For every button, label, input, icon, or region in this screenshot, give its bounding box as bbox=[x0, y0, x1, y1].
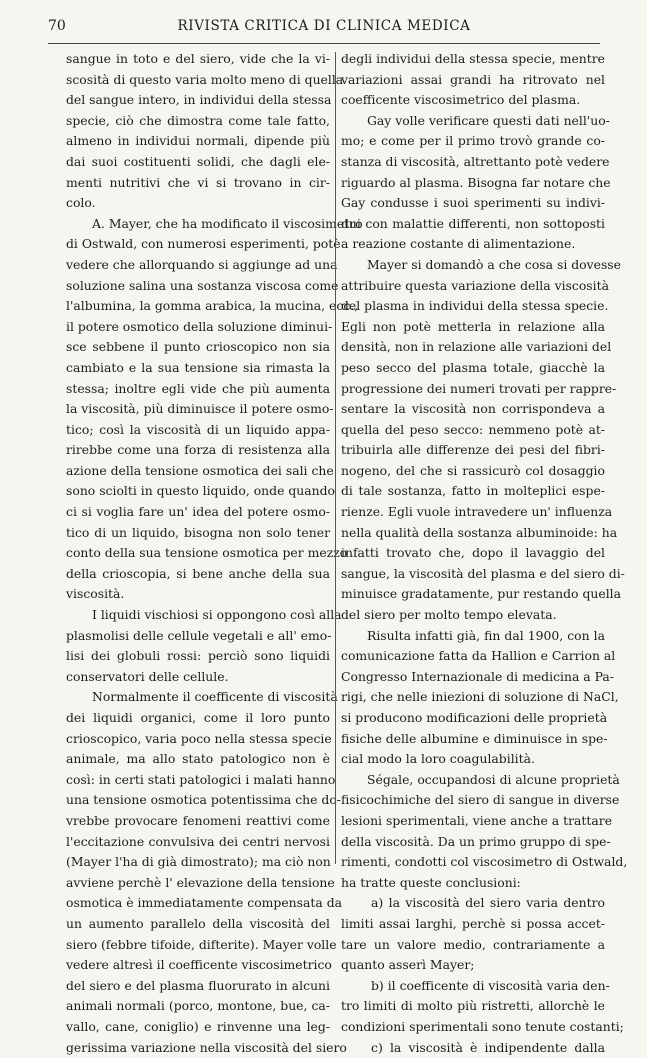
text-line: animali normali (porco, montone, bue, ca- bbox=[66, 996, 330, 1017]
text-line: (Mayer l'ha di già dimostrato); ma ciò non bbox=[66, 852, 330, 873]
text-line: rirebbe come una forza di resistenza alla bbox=[66, 440, 330, 461]
text-line: colo. bbox=[66, 193, 330, 214]
text-line: I liquidi vischiosi si oppongono così alla bbox=[66, 605, 330, 626]
text-line: dai suoi costituenti solidi, che dagli ele- bbox=[66, 152, 330, 173]
text-line: stessa; inoltre egli vide che più aumenta bbox=[66, 379, 330, 400]
text-line: sangue in toto e del siero, vide che la vi- bbox=[66, 49, 330, 70]
text-line: nogeno, del che si rassicurò col dosaggio bbox=[341, 461, 605, 482]
text-line: progressione dei numeri trovati per rappre- bbox=[341, 379, 605, 400]
text-line: mo; e come per il primo trovò grande co- bbox=[341, 131, 605, 152]
text-line: soluzione salina una sostanza viscosa come bbox=[66, 276, 330, 297]
text-line: scosità di questo varia molto meno di quella bbox=[66, 70, 330, 91]
text-line: tico di un liquido, bisogna non solo tener bbox=[66, 523, 330, 544]
text-line: limiti assai larghi, perchè si possa accet- bbox=[341, 914, 605, 935]
text-line: un aumento parallelo della viscosità del bbox=[66, 914, 330, 935]
text-line: Risulta infatti già, fin dal 1900, con la bbox=[341, 626, 605, 647]
left-column bbox=[66, 49, 330, 1058]
page-number: 70 bbox=[48, 18, 66, 34]
text-line: una tensione osmotica potentissima che do- bbox=[66, 790, 330, 811]
text-line: Ségale, occupandosi di alcune proprietà bbox=[341, 770, 605, 791]
text-line: c) la viscosità è indipendente dalla bbox=[341, 1038, 605, 1058]
text-line: così: in certi stati patologici i malati hanno bbox=[66, 770, 330, 791]
text-line: sono sciolti in questo liquido, onde quando bbox=[66, 481, 330, 502]
text-line: a) la viscosità del siero varia dentro bbox=[341, 893, 605, 914]
text-line: tico; così la viscosità di un liquido appa- bbox=[66, 420, 330, 441]
text-line: il potere osmotico della soluzione diminui- bbox=[66, 317, 330, 338]
text-line: Mayer si domandò a che cosa si dovesse bbox=[341, 255, 605, 276]
text-line: quanto asserì Mayer; bbox=[341, 955, 605, 976]
text-line: viscosità. bbox=[66, 584, 330, 605]
text-line: peso secco del plasma totale, giacchè la bbox=[341, 358, 605, 379]
text-line: minuisce gradatamente, pur restando quella bbox=[341, 584, 605, 605]
text-line: fisicochimiche del siero di sangue in diverse bbox=[341, 790, 605, 811]
text-line: b) il coefficente di viscosità varia den- bbox=[341, 976, 605, 997]
text-line: vrebbe provocare fenomeni reattivi come bbox=[66, 811, 330, 832]
text-line: la viscosità, più diminuisce il potere osmo- bbox=[66, 399, 330, 420]
text-line: della viscosità. Da un primo gruppo di spe- bbox=[341, 832, 605, 853]
text-line: rigi, che nelle iniezioni di soluzione di NaCl, bbox=[341, 687, 605, 708]
text-line: Gay volle verificare questi dati nell'uo- bbox=[341, 111, 605, 132]
text-line: degli individui della stessa specie, mentre bbox=[341, 49, 605, 70]
text-line: variazioni assai grandi ha ritrovato nel bbox=[341, 70, 605, 91]
header-rule bbox=[48, 43, 600, 44]
text-line: rienze. Egli vuole intravedere un' influenza bbox=[341, 502, 605, 523]
text-line: stanza di viscosità, altrettanto potè vedere bbox=[341, 152, 605, 173]
text-line: comunicazione fatta da Hallion e Carrion al bbox=[341, 646, 605, 667]
text-line: cambiato e la sua tensione sia rimasta la bbox=[66, 358, 330, 379]
text-line: del siero per molto tempo elevata. bbox=[341, 605, 605, 626]
text-line: siero (febbre tifoide, difterite). Mayer volle bbox=[66, 935, 330, 956]
text-line: tribuirla alle differenze dei pesi del fibri- bbox=[341, 440, 605, 461]
text-line: densità, non in relazione alle variazioni del bbox=[341, 337, 605, 358]
text-line: l'albumina, la gomma arabica, la mucina, ecc., bbox=[66, 296, 330, 317]
text-line: dei liquidi organici, come il loro punto bbox=[66, 708, 330, 729]
text-line: azione della tensione osmotica dei sali che bbox=[66, 461, 330, 482]
text-line: ci si voglia fare un' idea del potere osmo- bbox=[66, 502, 330, 523]
text-line: cial modo la loro coagulabilità. bbox=[341, 749, 605, 770]
text-line: coefficente viscosimetrico del plasma. bbox=[341, 90, 605, 111]
text-line: si producono modificazioni delle proprietà bbox=[341, 708, 605, 729]
text-line: Gay condusse i suoi sperimenti su indivi- bbox=[341, 193, 605, 214]
text-line: menti nutritivi che vi si trovano in cir- bbox=[66, 173, 330, 194]
text-line: del plasma in individui della stessa specie. bbox=[341, 296, 605, 317]
text-line: gerissima variazione nella viscosità del siero bbox=[66, 1038, 330, 1058]
text-line: di Ostwald, con numerosi esperimenti, potè bbox=[66, 234, 330, 255]
text-line: avviene perchè l' elevazione della tensione bbox=[66, 873, 330, 894]
text-line: condizioni sperimentali sono tenute costanti; bbox=[341, 1017, 605, 1038]
text-line: a reazione costante di alimentazione. bbox=[341, 234, 605, 255]
text-line: di tale sostanza, fatto in molteplici espe- bbox=[341, 481, 605, 502]
text-line: l'eccitazione convulsiva dei centri nervosi bbox=[66, 832, 330, 853]
text-line: dui con malattie differenti, non sottoposti bbox=[341, 214, 605, 235]
text-line: attribuire questa variazione della viscosità bbox=[341, 276, 605, 297]
column-divider bbox=[335, 52, 336, 864]
text-line: ha tratte queste conclusioni: bbox=[341, 873, 605, 894]
text-line: vallo, cane, coniglio) e rinvenne una leg- bbox=[66, 1017, 330, 1038]
text-line: vedere altresì il coefficente viscosimetrico bbox=[66, 955, 330, 976]
text-line: plasmolisi delle cellule vegetali e all' emo- bbox=[66, 626, 330, 647]
text-line: tro limiti di molto più ristretti, allorchè le bbox=[341, 996, 605, 1017]
text-line: rimenti, condotti col viscosimetro di Ostwald, bbox=[341, 852, 605, 873]
text-line: tare un valore medio, contrariamente a bbox=[341, 935, 605, 956]
text-line: conservatori delle cellule. bbox=[66, 667, 330, 688]
text-line: crioscopico, varia poco nella stessa specie bbox=[66, 729, 330, 750]
text-line: del siero e del plasma fluorurato in alcuni bbox=[66, 976, 330, 997]
text-line: della crioscopia, si bene anche della sua bbox=[66, 564, 330, 585]
right-column bbox=[341, 49, 605, 1058]
text-line: specie, ciò che dimostra come tale fatto, bbox=[66, 111, 330, 132]
text-line: Congresso Internazionale di medicina a Pa- bbox=[341, 667, 605, 688]
text-line: vedere che allorquando si aggiunge ad una bbox=[66, 255, 330, 276]
text-line: fisiche delle albumine e diminuisce in spe- bbox=[341, 729, 605, 750]
text-line: almeno in individui normali, dipende più bbox=[66, 131, 330, 152]
text-line: del sangue intero, in individui della stessa bbox=[66, 90, 330, 111]
page-header bbox=[48, 14, 600, 38]
text-line: animale, ma allo stato patologico non è bbox=[66, 749, 330, 770]
text-line: sangue, la viscosità del plasma e del siero di- bbox=[341, 564, 605, 585]
text-line: sentare la viscosità non corrispondeva a bbox=[341, 399, 605, 420]
text-line: quella del peso secco: nemmeno potè at- bbox=[341, 420, 605, 441]
text-line: nella qualità della sostanza albuminoide: ha bbox=[341, 523, 605, 544]
text-line: Egli non potè metterla in relazione alla bbox=[341, 317, 605, 338]
text-line: conto della sua tensione osmotica per mezzo bbox=[66, 543, 330, 564]
text-line: A. Mayer, che ha modificato il viscosimetro bbox=[66, 214, 330, 235]
text-line: sce sebbene il punto crioscopico non sia bbox=[66, 337, 330, 358]
text-line: infatti trovato che, dopo il lavaggio del bbox=[341, 543, 605, 564]
text-line: riguardo al plasma. Bisogna far notare che bbox=[341, 173, 605, 194]
running-title: RIVISTA CRITICA DI CLINICA MEDICA bbox=[48, 18, 600, 34]
text-line: Normalmente il coefficente di viscosità bbox=[66, 687, 330, 708]
text-line: osmotica è immediatamente compensata da bbox=[66, 893, 330, 914]
text-line: lesioni sperimentali, viene anche a trattare bbox=[341, 811, 605, 832]
text-line: lisi dei globuli rossi: perciò sono liquidi bbox=[66, 646, 330, 667]
